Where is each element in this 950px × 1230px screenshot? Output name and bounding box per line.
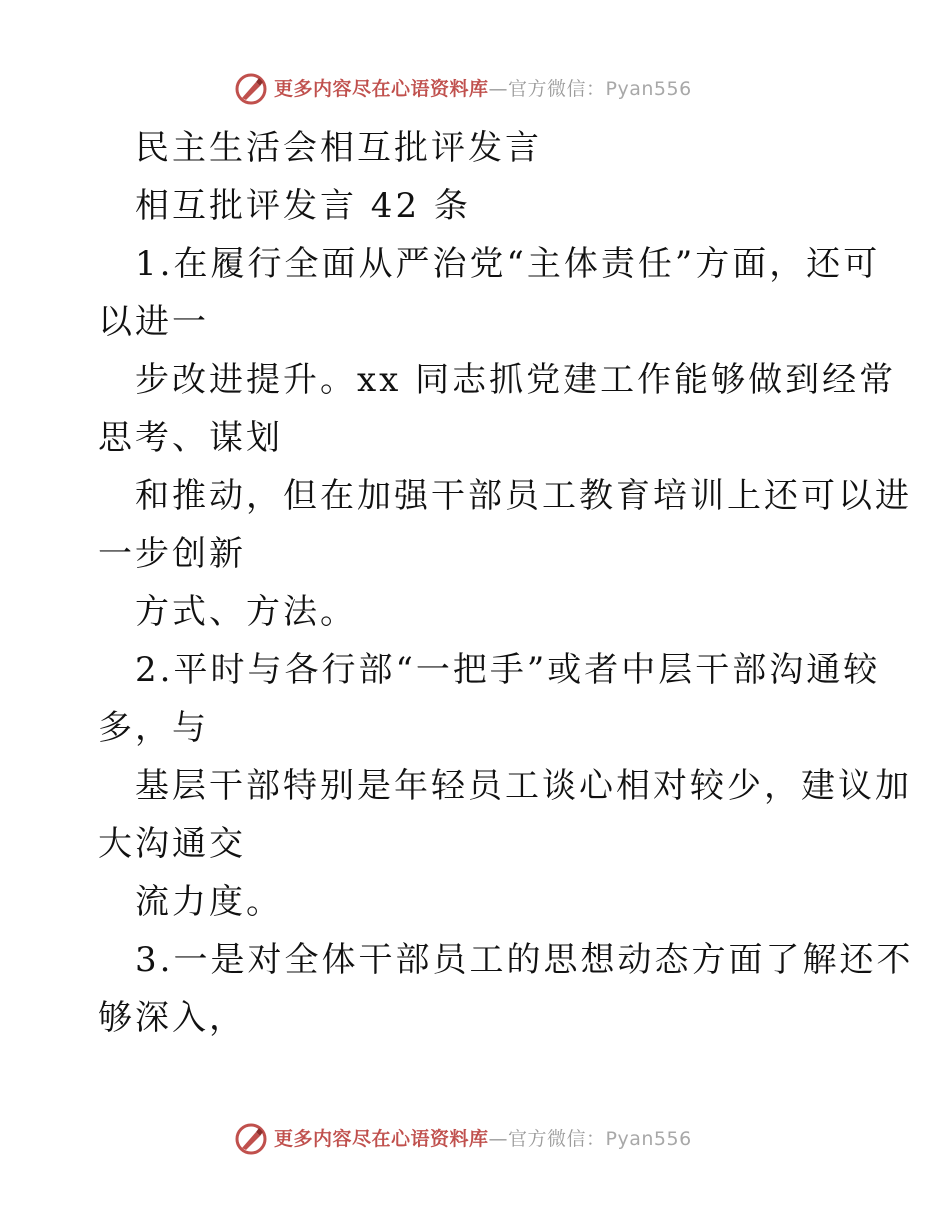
paragraph-line: 一步创新 xyxy=(98,534,246,574)
header-banner xyxy=(0,70,950,110)
document-subtitle: 相互批评发言 42 条 xyxy=(135,186,471,226)
paragraph-line: 1.在履行全面从严治党“主体责任”方面，还可 xyxy=(135,244,881,284)
paragraph-line: 够深入， xyxy=(98,998,246,1038)
pen-logo-icon xyxy=(234,1122,268,1156)
paragraph-line: 步改进提升。xx 同志抓党建工作能够做到经常 xyxy=(135,360,897,400)
paragraph-line: 2.平时与各行部“一把手”或者中层干部沟通较 xyxy=(135,650,881,690)
paragraph-line: 大沟通交 xyxy=(98,824,246,864)
banner-account: Pyan556 xyxy=(605,78,692,100)
paragraph-line: 方式、方法。 xyxy=(135,592,357,632)
paragraph-line: 3.一是对全体干部员工的思想动态方面了解还不 xyxy=(135,940,914,980)
paragraph-line: 以进一 xyxy=(98,302,209,342)
paragraph-line: 和推动，但在加强干部员工教育培训上还可以进 xyxy=(135,476,912,516)
footer-banner-text xyxy=(274,1126,692,1152)
banner-label: 官方微信： xyxy=(508,1128,606,1150)
pen-logo-icon xyxy=(234,72,268,106)
document-title: 民主生活会相互批评发言 xyxy=(135,128,542,168)
paragraph-line: 思考、谋划 xyxy=(98,418,283,458)
footer-banner xyxy=(0,1120,950,1160)
banner-separator: — xyxy=(488,78,509,100)
banner-label: 官方微信： xyxy=(508,78,606,100)
paragraph-line: 多，与 xyxy=(98,708,209,748)
paragraph-line: 基层干部特别是年轻员工谈心相对较少，建议加 xyxy=(135,766,912,806)
banner-separator: — xyxy=(488,1128,509,1150)
banner-brand: 更多内容尽在心语资料库 xyxy=(274,1128,489,1150)
paragraph-line: 流力度。 xyxy=(135,882,283,922)
banner-account: Pyan556 xyxy=(605,1128,692,1150)
header-banner-text xyxy=(274,76,692,102)
banner-brand: 更多内容尽在心语资料库 xyxy=(274,78,489,100)
